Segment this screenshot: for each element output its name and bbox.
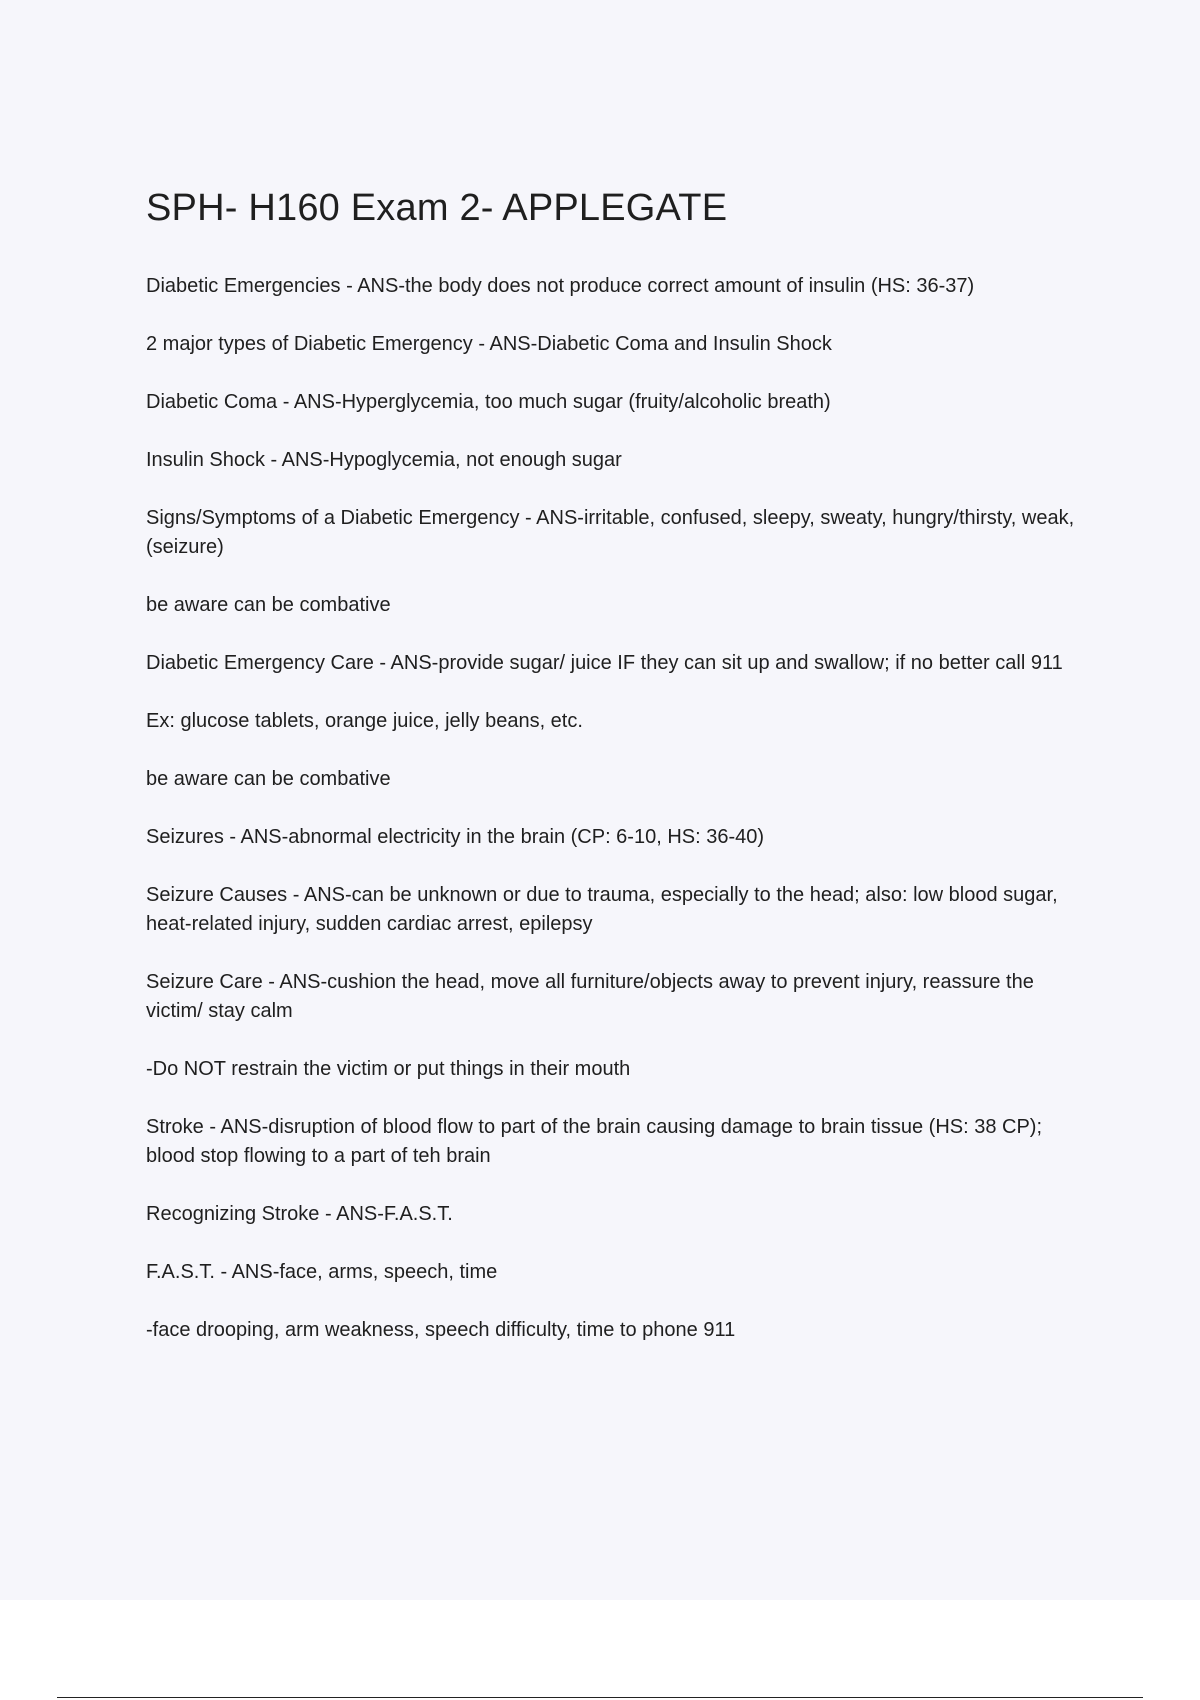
entry-fast: F.A.S.T. - ANS-face, arms, speech, time <box>146 1261 498 1283</box>
page-title: SPH- H160 Exam 2- APPLEGATE <box>146 187 728 229</box>
entry-fast-details: -face drooping, arm weakness, speech difficulty, time to phone 911 <box>146 1319 736 1341</box>
entry-list <box>146 272 1086 1345</box>
document-content <box>146 184 1086 1374</box>
entry-seizure-care: Seizure Care - ANS-cushion the head, move all furniture/objects away to prevent injury, reassure the victim/ stay calm <box>146 971 1034 1022</box>
entry-recognizing-stroke: Recognizing Stroke - ANS-F.A.S.T. <box>146 1203 453 1225</box>
entry-major-types: 2 major types of Diabetic Emergency - ANS-Diabetic Coma and Insulin Shock <box>146 333 832 355</box>
entry-do-not-restrain: -Do NOT restrain the victim or put things in their mouth <box>146 1058 631 1080</box>
entry-stroke: Stroke - ANS-disruption of blood flow to part of the brain causing damage to brain tissue (HS: 38 CP); blood stop flowing to a part of teh brain <box>146 1116 1043 1167</box>
entry-combative-note-1: be aware can be combative <box>146 594 391 616</box>
entry-combative-note-2: be aware can be combative <box>146 768 391 790</box>
entry-insulin-shock: Insulin Shock - ANS-Hypoglycemia, not enough sugar <box>146 449 622 471</box>
entry-seizure-causes: Seizure Causes - ANS-can be unknown or due to trauma, especially to the head; also: low blood sugar, heat-related injury, sudden cardiac arrest, epilepsy <box>146 884 1058 935</box>
entry-seizures: Seizures - ANS-abnormal electricity in the brain (CP: 6-10, HS: 36-40) <box>146 826 765 848</box>
entry-signs-symptoms: Signs/Symptoms of a Diabetic Emergency - ANS-irritable, confused, sleepy, sweaty, hungry/thirsty, weak, (seizure) <box>146 507 1075 558</box>
entry-diabetic-emergencies: Diabetic Emergencies - ANS-the body does not produce correct amount of insulin (HS: 36-37) <box>146 275 975 297</box>
entry-diabetic-care: Diabetic Emergency Care - ANS-provide sugar/ juice IF they can sit up and swallow; if no better call 911 <box>146 652 1063 674</box>
entry-care-examples: Ex: glucose tablets, orange juice, jelly beans, etc. <box>146 710 583 732</box>
entry-diabetic-coma: Diabetic Coma - ANS-Hyperglycemia, too much sugar (fruity/alcoholic breath) <box>146 391 831 413</box>
footer-divider <box>57 1697 1143 1698</box>
